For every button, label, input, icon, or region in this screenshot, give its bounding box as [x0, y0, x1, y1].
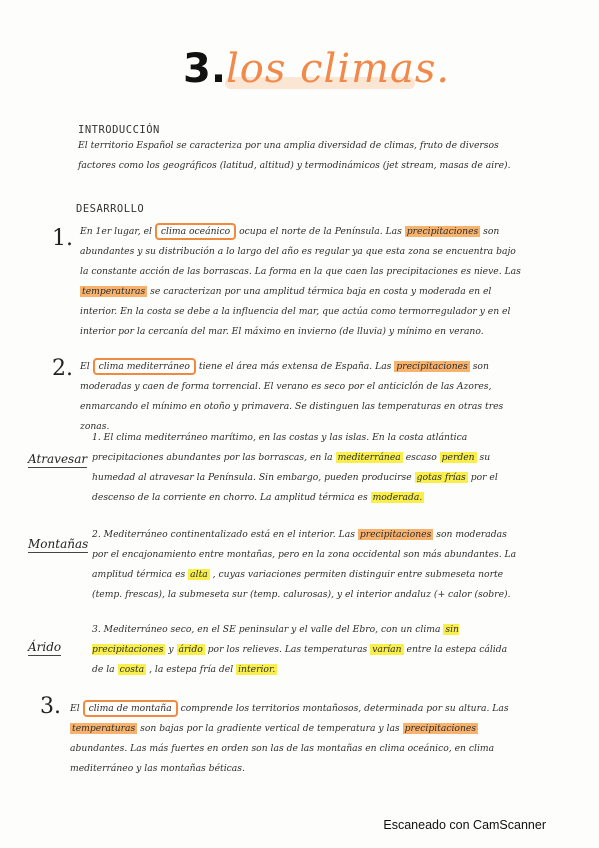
text: 1. El clima mediterráneo marítimo, en las costas y las islas. En la costa atlántica precipitaciones abundantes por las borrascas, en la — [92, 432, 468, 463]
text: En 1er lugar, el — [80, 226, 152, 237]
text: , la estepa fría del — [149, 664, 234, 675]
text: comprende los territorios montañosos, determinada por su altura. Las — [180, 703, 509, 714]
highlight: mediterránea — [337, 452, 401, 463]
text: ocupa el norte de la Península. Las — [239, 226, 402, 237]
text: son bajas por la gradiente vertical de temperatura y las — [140, 723, 400, 734]
highlight: precipitaciones — [396, 361, 468, 372]
highlight: precipitaciones — [406, 226, 479, 237]
text: tiene el área más extensa de España. Las — [198, 361, 392, 372]
highlight: precipitaciones — [404, 723, 477, 734]
text: abundantes. Las más fuertes en orden son las de las montañas en clima oceánico, en clima mediterráneo y las montañas béticas. — [70, 743, 495, 774]
highlight: perden — [441, 452, 475, 463]
development-heading: DESARROLLO — [76, 203, 145, 215]
highlight: varían — [372, 644, 402, 655]
highlight: árido — [178, 644, 203, 655]
climate-mountain-label: clima de montaña — [83, 700, 178, 717]
section-2-number: 2. — [52, 356, 73, 381]
section-3-number: 3. — [40, 694, 61, 719]
text: 3. Mediterráneo seco, en el SE peninsular y el valle del Ebro, con un clima — [92, 624, 441, 635]
highlight: sin precipitaciones — [92, 624, 459, 655]
text: por los relieves. Las temperaturas — [207, 644, 368, 655]
text: son moderadas por el encajonamiento entre montañas, pero en la zona occidental son más abundantes. La amplitud térmica es — [92, 529, 517, 580]
text: 2. Mediterráneo continentalizado está en el interior. Las — [92, 529, 355, 540]
highlight: costa — [119, 664, 145, 675]
highlight: moderada. — [372, 492, 423, 503]
highlight: gotas frías — [416, 472, 466, 483]
climate-mediterranean-label: clima mediterráneo — [93, 358, 196, 375]
text: son moderadas y caen de forma torrencial. El verano es seco por el anticiclón de las Azores, enmarcando el mínimo en otoño y primavera. Se distinguen las temperaturas en otras tres zonas. — [80, 361, 504, 432]
text: su humedad al atravesar la Península. Sin embargo, pueden producirse — [92, 452, 491, 483]
highlight: temperaturas — [72, 723, 136, 734]
highlight: interior. — [238, 664, 276, 675]
subsection-2-paragraph — [92, 525, 520, 605]
intro-paragraph: El territorio Español se caracteriza por una amplia diversidad de climas, fruto de diversos factores como los geográficos (latitud, altitud) y termodinámicos (jet stream, masas de aire). — [78, 140, 511, 171]
text: son abundantes y su distribución a lo largo del año es regular ya que esta zona se encuentra bajo la constante acción de las borrascas. La forma en la que caen las precipitaciones es nieve. Las — [80, 226, 521, 277]
section-3-paragraph — [70, 699, 522, 779]
title-number: 3. — [183, 46, 227, 92]
side-note-montanas: Montañas — [28, 537, 89, 551]
subsection-3-paragraph — [92, 620, 520, 680]
highlight: precipitaciones — [359, 529, 432, 540]
text: por el descenso de la corriente en chorro. La amplitud térmica es — [92, 472, 498, 503]
text: se caracterizan por una amplitud térmica baja en costa y moderada en el interior. En la costa se debe a la influencia del mar, que actúa como termorregulador y en el interior por la cercanía del mar. El máximo en invierno (de lluvia) y mínimo en verano. — [80, 286, 511, 337]
camscanner-watermark: Escaneado con CamScanner — [383, 818, 546, 832]
intro-heading: INTRODUCCIÓN — [78, 124, 160, 136]
section-1-number: 1. — [52, 226, 73, 251]
section-1-paragraph — [80, 222, 522, 342]
text: , cuyas variaciones permiten distinguir entre submeseta norte (temp. frescas), la submeseta sur (temp. calurosas), y el interior andaluz (+ calor (sobre). — [92, 569, 511, 600]
highlight: alta — [190, 569, 208, 580]
section-2-paragraph — [80, 357, 522, 437]
side-note-arido: Árido — [28, 640, 62, 654]
text: El — [70, 703, 80, 714]
side-note-atravesar: Atravesar — [28, 452, 88, 466]
highlight: temperaturas — [82, 286, 146, 297]
text: escaso — [405, 452, 437, 463]
text: El — [80, 361, 90, 372]
climate-oceanic-label: clima oceánico — [155, 223, 236, 240]
page-title: los climas. — [226, 46, 451, 92]
subsection-1-paragraph — [92, 428, 520, 508]
text: entre la estepa cálida de la — [92, 644, 508, 675]
text: y — [168, 644, 174, 655]
